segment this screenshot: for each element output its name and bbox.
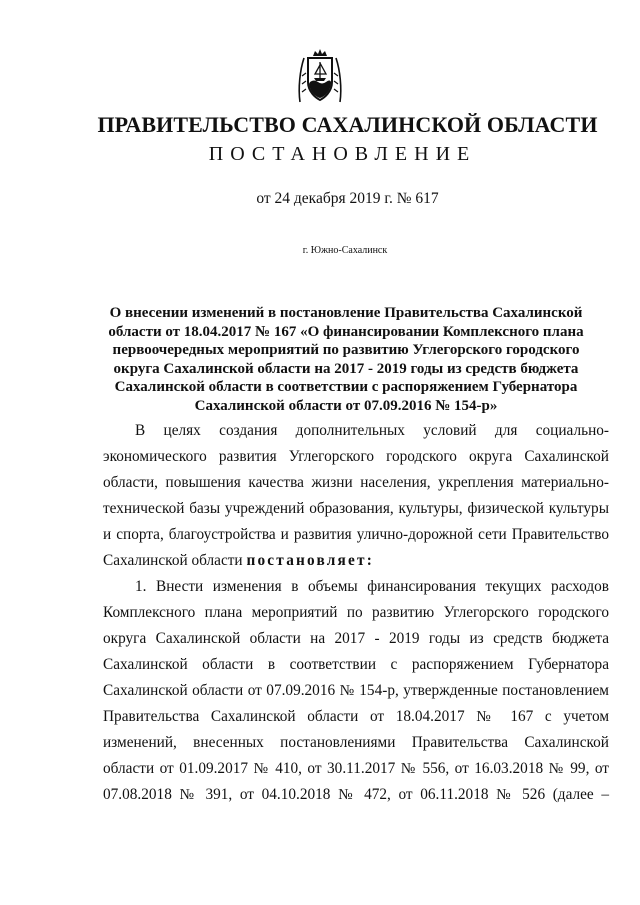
item1-line: изменений, внесенных постановлениями Правительства Сахалинской: [103, 734, 609, 751]
item1-line: округа Сахалинской области на 2017 - 2019 годы из средств бюджета: [103, 630, 609, 647]
preamble-line: и спорта, благоустройства и развития улично-дорожной сети Правительство: [103, 526, 609, 543]
preamble-line: экономического развития Углегорского городского округа Сахалинской: [103, 448, 609, 465]
heading-line: О внесении изменений в постановление Правительства Сахалинской: [109, 305, 583, 321]
heading-line: Сахалинской области от 07.09.2016 № 154-р»: [194, 397, 498, 414]
preamble-last-text: Сахалинской области: [103, 552, 247, 569]
document-type: ПОСТАНОВЛЕНИЕ: [208, 143, 477, 165]
item1-line: Сахалинской области в соответствии с распоряжением Губернатора: [103, 656, 609, 673]
document-date-number: от 24 декабря 2019 г. № 617: [256, 190, 439, 207]
document-body: [103, 418, 609, 808]
heading-line: первоочередных мероприятий по развитию Углегорского городского: [112, 342, 580, 359]
preamble-line: В целях создания дополнительных условий для социально-: [135, 422, 609, 439]
item1-line: Сахалинской области от 07.09.2016 № 154-р, утвержденные постановлением: [103, 682, 609, 699]
heading-line: округа Сахалинской области на 2017 - 2019 годы из средств бюджета: [113, 360, 579, 377]
government-title: ПРАВИТЕЛЬСТВО САХАЛИНСКОЙ ОБЛАСТИ: [97, 112, 598, 137]
document-city: г. Южно-Сахалинск: [302, 245, 388, 256]
decree-word: постановляет:: [246, 552, 375, 569]
heading-line: области от 18.04.2017 № 167 «О финансировании Комплексного плана: [108, 323, 584, 340]
item1-line: 07.08.2018 № 391, от 04.10.2018 № 472, от 06.11.2018 № 526 (далее –: [103, 786, 609, 803]
item1-line: области от 01.09.2017 № 410, от 30.11.2017 № 556, от 16.03.2018 № 99, от: [103, 760, 609, 777]
preamble-last-line: [103, 548, 609, 574]
item1-line: Комплексного плана мероприятий по развитию Углегорского городского: [103, 604, 609, 621]
heading-line: Сахалинской области в соответствии с распоряжением Губернатора: [114, 379, 578, 396]
item1-line: 1. Внести изменения в объемы финансирования текущих расходов: [135, 578, 609, 595]
document-heading: [96, 304, 596, 416]
item1-line: Правительства Сахалинской области от 18.04.2017 № 167 с учетом: [103, 708, 609, 725]
preamble-line: области, повышения качества жизни населения, укрепления материально-: [103, 474, 609, 491]
coat-of-arms-icon: [296, 48, 344, 104]
preamble-line: технической базы учреждений образования, культуры, физической культуры: [103, 500, 609, 517]
